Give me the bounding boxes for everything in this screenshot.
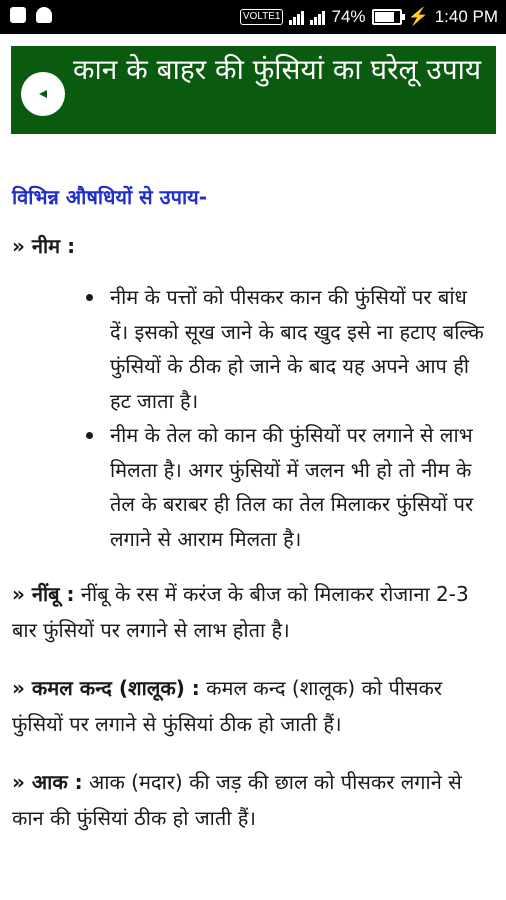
remedy-text: नींबू के रस में करंज के बीज को मिलाकर रोजाना 2-3 बार फुंसियों पर लगाने से लाभ होता है।	[12, 582, 469, 642]
battery-icon	[372, 9, 402, 25]
remedy-label: » नींबू :	[12, 582, 75, 606]
remedy-lemon	[12, 576, 494, 648]
signal-icon	[289, 10, 304, 25]
remedy-text: कमल कन्द (शालूक) को पीसकर फुंसियों पर लगाने से फुंसियां ठीक हो जाती हैं।	[12, 676, 443, 736]
clock: 1:40 PM	[434, 7, 498, 26]
neem-bullet-list	[12, 280, 494, 556]
android-notification-icon	[36, 7, 52, 23]
charging-icon: ⚡	[407, 7, 429, 26]
remedy-label: » कमल कन्द (शालूक) :	[12, 676, 200, 700]
volte-label: VOLTE1	[240, 9, 284, 25]
remedy-label: » आक :	[12, 770, 83, 794]
list-item: नीम के पत्तों को पीसकर कान की फुंसियों पर बांध दें। इसको सूख जाने के बाद खुद इसे ना हटाए बल्कि फुंसियों के ठीक हो जाने के बाद यह अपने आप ही हट जाता है।	[110, 280, 494, 418]
section-heading: विभिन्न औषधियों से उपाय-	[12, 185, 208, 209]
status-bar	[0, 0, 506, 34]
page-header	[11, 46, 496, 134]
page-title: कान के बाहर की फुंसियां का घरेलू उपाय	[73, 53, 482, 86]
battery-percent: 74%	[331, 7, 366, 26]
back-button[interactable]	[21, 72, 65, 116]
list-item: नीम के तेल को कान की फुंसियों पर लगाने से लाभ मिलता है। अगर फुंसियों में जलन भी हो तो नीम के तेल के बराबर ही तिल का तेल मिलाकर फुंसियों पर लगाने से आराम मिलता है।	[110, 418, 494, 556]
notification-icons	[10, 7, 52, 23]
status-right	[240, 7, 498, 27]
remedy-aak	[12, 764, 494, 836]
remedy-text: आक (मदार) की जड़ की छाल को पीसकर लगाने से कान की फुंसियां ठीक हो जाती हैं।	[12, 770, 462, 830]
photo-notification-icon	[10, 7, 26, 23]
remedy-lotus-root	[12, 670, 494, 742]
neem-label: » नीम :	[12, 234, 76, 258]
article-content	[12, 180, 494, 836]
back-arrow-icon	[39, 90, 47, 98]
signal-icon-2	[310, 10, 325, 25]
